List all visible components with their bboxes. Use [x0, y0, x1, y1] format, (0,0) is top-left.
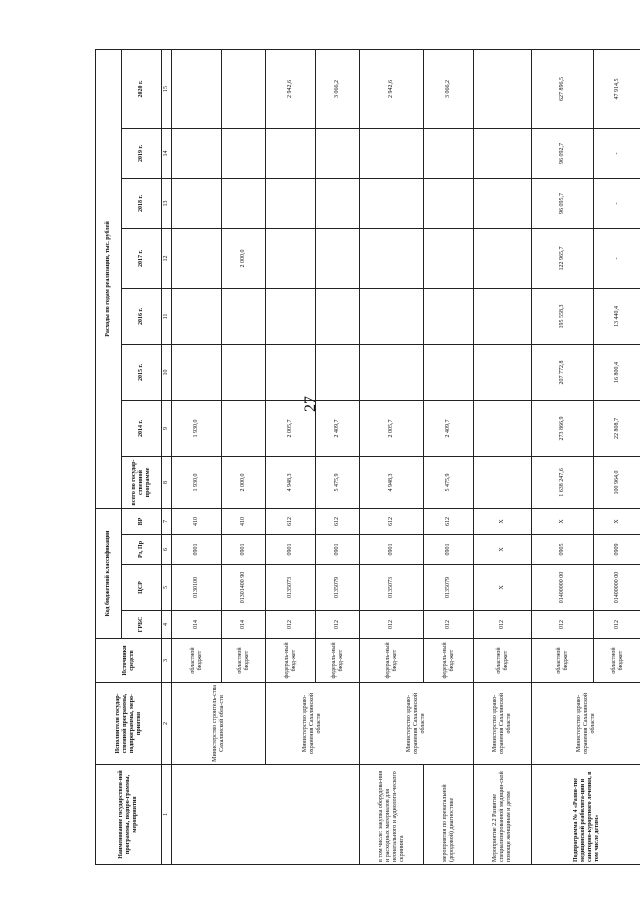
- cell-source: федераль-ный бюд-жет: [266, 639, 316, 683]
- cell-y2020: [172, 49, 222, 128]
- cell-y2016: 195 558,3: [532, 288, 594, 344]
- cell-vr: 410: [172, 508, 222, 534]
- header-year: 2020 г.: [122, 49, 162, 128]
- page-number: 27: [302, 396, 319, 412]
- cell-rzpr: 0905: [532, 535, 594, 565]
- cell-y2014: 2 005,7: [360, 400, 424, 456]
- cell-y2018: [424, 178, 474, 228]
- column-number: 8: [162, 456, 172, 508]
- cell-y2014: [474, 400, 532, 456]
- cell-source: областной бюджет: [222, 639, 266, 683]
- cell-y2015: [172, 344, 222, 400]
- cell-y2017: [360, 228, 424, 288]
- cell-vr: Х: [532, 508, 594, 534]
- cell-y2019: [222, 128, 266, 178]
- column-number-row: [162, 49, 172, 864]
- cell-vr: 612: [266, 508, 316, 534]
- header-year: 2018 г.: [122, 178, 162, 228]
- table-row: [266, 49, 316, 864]
- column-number: 12: [162, 228, 172, 288]
- cell-rzpr: 0901: [266, 535, 316, 565]
- row-name: в том числе: закупка оборудова-ния и расходных материалов для неонатального и аудиологи-ческого скрининга: [360, 765, 424, 865]
- cell-y2020: 3 066,2: [316, 49, 360, 128]
- header-year: 2016 г.: [122, 288, 162, 344]
- cell-y2018: [266, 178, 316, 228]
- header-expenses: Расходы по годам реализации, тыс. рублей: [96, 49, 122, 508]
- cell-y2019: [424, 128, 474, 178]
- cell-y2020: 2 942,6: [360, 49, 424, 128]
- cell-y2015: [266, 344, 316, 400]
- cell-rzpr: 0901: [360, 535, 424, 565]
- cell-y2018: [360, 178, 424, 228]
- column-number: 4: [162, 611, 172, 639]
- cell-source: областной бюджет: [474, 639, 532, 683]
- column-number: 13: [162, 178, 172, 228]
- table-row: [360, 49, 424, 864]
- cell-csr: 01301400 90: [222, 565, 266, 611]
- cell-y2020: [474, 49, 532, 128]
- cell-y2020: 3 066,2: [424, 49, 474, 128]
- cell-y2020: [222, 49, 266, 128]
- cell-csr: 0135079: [424, 565, 474, 611]
- column-number: 2: [162, 683, 172, 765]
- header-name: Наименование государствен-ной программы, подпро-граммы, мероприятия: [96, 765, 162, 865]
- cell-y2015: [424, 344, 474, 400]
- cell-y2014: 2 005,7: [266, 400, 316, 456]
- cell-csr: Х: [474, 565, 532, 611]
- table-body: [172, 49, 640, 864]
- cell-vr: Х: [474, 508, 532, 534]
- cell-total: 2 000,0: [222, 456, 266, 508]
- cell-vr: 410: [222, 508, 266, 534]
- cell-rzpr: Х: [474, 535, 532, 565]
- cell-y2016: [222, 288, 266, 344]
- cell-y2019: [172, 128, 222, 178]
- cell-y2018: -: [594, 178, 640, 228]
- cell-y2019: [360, 128, 424, 178]
- cell-y2014: 1 930,0: [172, 400, 222, 456]
- header-rzpr: Рз, Пр: [122, 535, 162, 565]
- column-number: 9: [162, 400, 172, 456]
- cell-csr: 0135073: [266, 565, 316, 611]
- cell-y2020: 47 914,5: [594, 49, 640, 128]
- cell-csr: 01400000 00: [532, 565, 594, 611]
- cell-y2017: 2 000,0: [222, 228, 266, 288]
- cell-rzpr: 0901: [316, 535, 360, 565]
- row-executor: Министерство здраво-охранения Сахалинской области: [360, 683, 474, 765]
- header-total: всего по государ-ственной программе: [122, 456, 162, 508]
- cell-y2015: 207 772,8: [532, 344, 594, 400]
- cell-y2015: 16 800,4: [594, 344, 640, 400]
- cell-total: 100 964,0: [594, 456, 640, 508]
- table-row: [532, 49, 594, 864]
- column-number: 11: [162, 288, 172, 344]
- cell-y2015: [222, 344, 266, 400]
- cell-y2016: 13 440,4: [594, 288, 640, 344]
- cell-y2019: 96 092,7: [532, 128, 594, 178]
- cell-vr: 612: [424, 508, 474, 534]
- row-executor: Министерство здраво-охранения Сахалинской области: [474, 683, 532, 765]
- cell-y2017: [316, 228, 360, 288]
- budget-table: [95, 49, 640, 865]
- cell-y2018: [474, 178, 532, 228]
- cell-vr: Х: [594, 508, 640, 534]
- cell-grbs: 012: [360, 611, 424, 639]
- cell-source: федераль-ный бюд-жет: [424, 639, 474, 683]
- cell-y2019: -: [594, 128, 640, 178]
- cell-total: [474, 456, 532, 508]
- cell-grbs: 014: [172, 611, 222, 639]
- row-name: мероприятия по пренатальной (дородовой) диагностике: [424, 765, 474, 865]
- cell-y2019: [266, 128, 316, 178]
- cell-y2018: [316, 178, 360, 228]
- cell-rzpr: 0909: [594, 535, 640, 565]
- cell-vr: 612: [360, 508, 424, 534]
- cell-y2017: [424, 228, 474, 288]
- cell-y2014: 2 409,7: [316, 400, 360, 456]
- cell-csr: 0135079: [316, 565, 360, 611]
- row-executor: Министерство здраво-охранения Сахалинской области: [266, 683, 360, 765]
- column-number: 15: [162, 49, 172, 128]
- cell-source: федераль-ный бюд-жет: [360, 639, 424, 683]
- cell-grbs: 012: [316, 611, 360, 639]
- cell-y2019: [474, 128, 532, 178]
- header-csr: ЦСР: [122, 565, 162, 611]
- cell-y2019: [316, 128, 360, 178]
- cell-grbs: 014: [222, 611, 266, 639]
- cell-total: 1 638 247,6: [532, 456, 594, 508]
- column-number: 6: [162, 535, 172, 565]
- cell-y2020: 627 896,5: [532, 49, 594, 128]
- cell-y2018: 96 095,7: [532, 178, 594, 228]
- cell-y2017: [172, 228, 222, 288]
- cell-rzpr: 0901: [172, 535, 222, 565]
- cell-source: областной бюджет: [532, 639, 594, 683]
- cell-csr: 0130100: [172, 565, 222, 611]
- cell-y2017: 122 965,7: [532, 228, 594, 288]
- cell-y2014: [222, 400, 266, 456]
- header-vr: ВР: [122, 508, 162, 534]
- header-exec: Исполнители государ-ственной программы, подпрограммы, меро-приятия: [96, 683, 162, 765]
- cell-y2016: [474, 288, 532, 344]
- header-year: 2019 г.: [122, 128, 162, 178]
- cell-y2020: 2 942,6: [266, 49, 316, 128]
- cell-csr: 01400000 00: [594, 565, 640, 611]
- cell-rzpr: 0901: [424, 535, 474, 565]
- row-executor: Министерство строитель-ства Сахалинской обла-сти: [172, 683, 266, 765]
- cell-y2015: [360, 344, 424, 400]
- cell-y2017: -: [594, 228, 640, 288]
- row-name: [172, 765, 360, 865]
- column-number: 5: [162, 565, 172, 611]
- column-number: 10: [162, 344, 172, 400]
- table-row: [172, 49, 222, 864]
- cell-grbs: 012: [266, 611, 316, 639]
- budget-table-container: [95, 50, 624, 865]
- cell-grbs: 012: [532, 611, 594, 639]
- cell-source: федераль-ный бюд-жет: [316, 639, 360, 683]
- column-number: 1: [162, 765, 172, 865]
- cell-y2014: 273 866,9: [532, 400, 594, 456]
- column-number: 7: [162, 508, 172, 534]
- column-number: 14: [162, 128, 172, 178]
- row-executor: Министерство здраво-охранения Сахалинской области: [532, 683, 640, 765]
- cell-rzpr: 0901: [222, 535, 266, 565]
- cell-vr: 612: [316, 508, 360, 534]
- cell-grbs: 012: [424, 611, 474, 639]
- cell-y2015: [474, 344, 532, 400]
- cell-y2017: [266, 228, 316, 288]
- cell-y2016: [360, 288, 424, 344]
- cell-y2017: [474, 228, 532, 288]
- cell-csr: 0135073: [360, 565, 424, 611]
- cell-y2018: [172, 178, 222, 228]
- cell-grbs: 012: [594, 611, 640, 639]
- cell-y2014: 2 409,7: [424, 400, 474, 456]
- cell-total: 4 948,3: [360, 456, 424, 508]
- cell-source: областной бюджет: [594, 639, 640, 683]
- cell-total: 1 930,0: [172, 456, 222, 508]
- row-name: Подпрограмма № 4 «Разви-тие медицинской реабилита-ции и санаторно-курортного лечения, в том числе детям»: [532, 765, 640, 865]
- header-year: 2015 г.: [122, 344, 162, 400]
- header-grbs: ГРБС: [122, 611, 162, 639]
- cell-total: 5 475,9: [316, 456, 360, 508]
- cell-total: 5 475,9: [424, 456, 474, 508]
- table-row: [474, 49, 532, 864]
- cell-y2014: 22 808,7: [594, 400, 640, 456]
- header-kbk: Код бюджетной классификации: [96, 508, 122, 638]
- header-source: Источники средств: [96, 639, 162, 683]
- cell-y2016: [172, 288, 222, 344]
- cell-y2018: [222, 178, 266, 228]
- header-year: 2017 г.: [122, 228, 162, 288]
- cell-grbs: 012: [474, 611, 532, 639]
- row-name: Мероприятие 2.2 Развитие специализированной медицин-ской помощи женщинам и детям: [474, 765, 532, 865]
- column-number: 3: [162, 639, 172, 683]
- cell-y2016: [424, 288, 474, 344]
- header-year: 2014 г.: [122, 400, 162, 456]
- cell-source: областной бюджет: [172, 639, 222, 683]
- cell-total: 4 948,3: [266, 456, 316, 508]
- cell-y2016: [316, 288, 360, 344]
- cell-y2015: [316, 344, 360, 400]
- cell-y2016: [266, 288, 316, 344]
